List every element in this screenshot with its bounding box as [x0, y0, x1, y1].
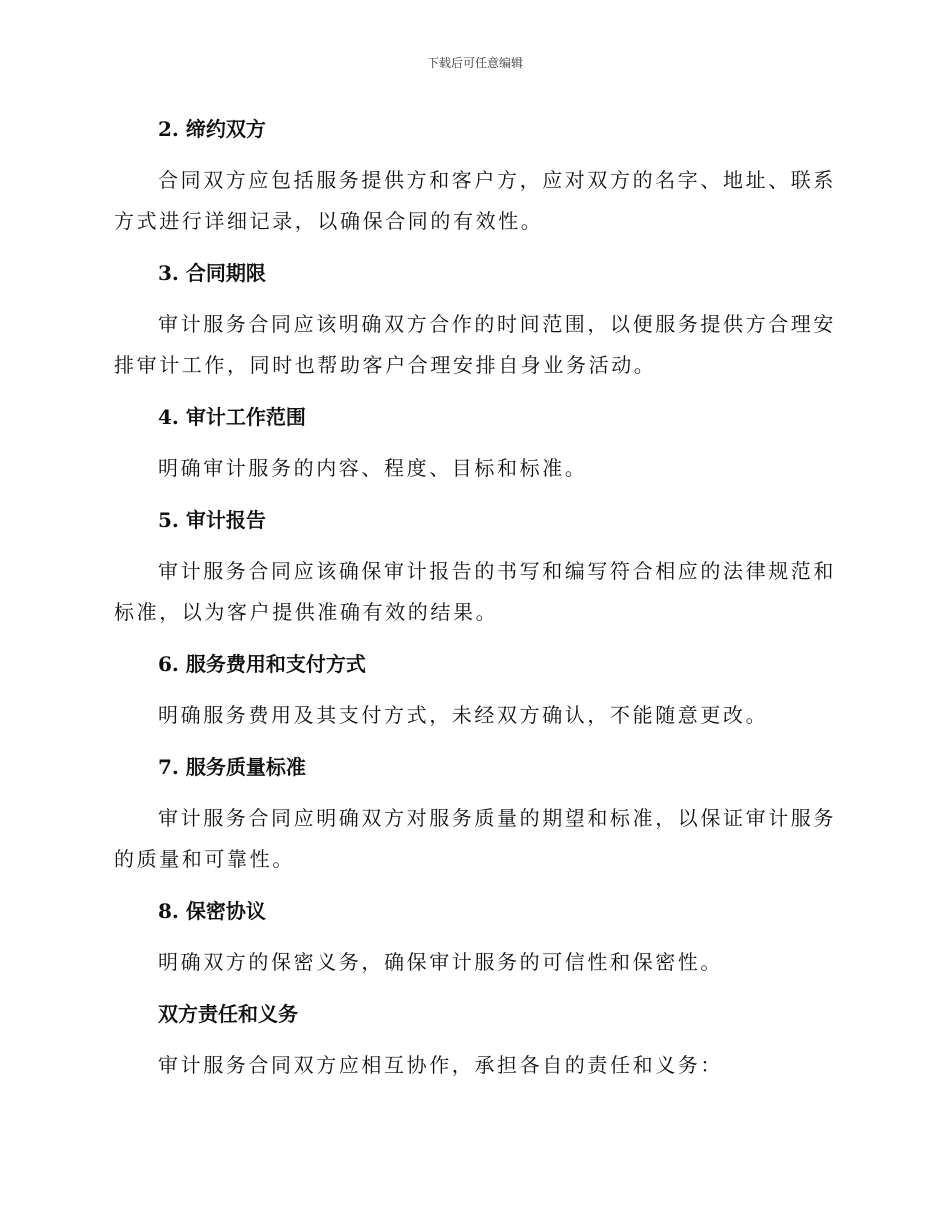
- section-heading: 4. 审计工作范围: [158, 405, 306, 429]
- section-paragraph: 明确审计服务的内容、程度、目标和标准。: [158, 456, 588, 480]
- section-heading: 双方责任和义务: [158, 1002, 298, 1026]
- section-paragraph: 明确服务费用及其支付方式，未经双方确认，不能随意更改。: [158, 703, 769, 727]
- section-paragraph: 审计服务合同双方应相互协作，承担各自的责任和义务：: [158, 1053, 723, 1077]
- section-heading: 6. 服务费用和支付方式: [158, 652, 366, 676]
- page-header: 下载后可任意编辑: [426, 56, 523, 70]
- section-heading: 5. 审计报告: [158, 508, 266, 532]
- section-paragraph: 审计服务合同应该明确双方合作的时间范围，以便服务提供方合理安排审计工作，同时也帮助客户合理安排自身业务活动。: [114, 312, 836, 377]
- section-heading: 8. 保密协议: [158, 899, 266, 923]
- section-paragraph: 合同双方应包括服务提供方和客户方，应对双方的名字、地址、联系方式进行详细记录，以确保合同的有效性。: [114, 168, 836, 233]
- section-heading: 2. 缔约双方: [158, 117, 266, 141]
- section-heading: 7. 服务质量标准: [158, 755, 306, 779]
- section-paragraph: 审计服务合同应该确保审计报告的书写和编写符合相应的法律规范和标准，以为客户提供准确有效的结果。: [114, 559, 836, 624]
- document-content: [114, 112, 836, 1100]
- section-paragraph: 审计服务合同应明确双方对服务质量的期望和标准，以保证审计服务的质量和可靠性。: [114, 806, 836, 871]
- section-heading: 3. 合同期限: [158, 261, 266, 285]
- section-paragraph: 明确双方的保密义务，确保审计服务的可信性和保密性。: [158, 950, 723, 974]
